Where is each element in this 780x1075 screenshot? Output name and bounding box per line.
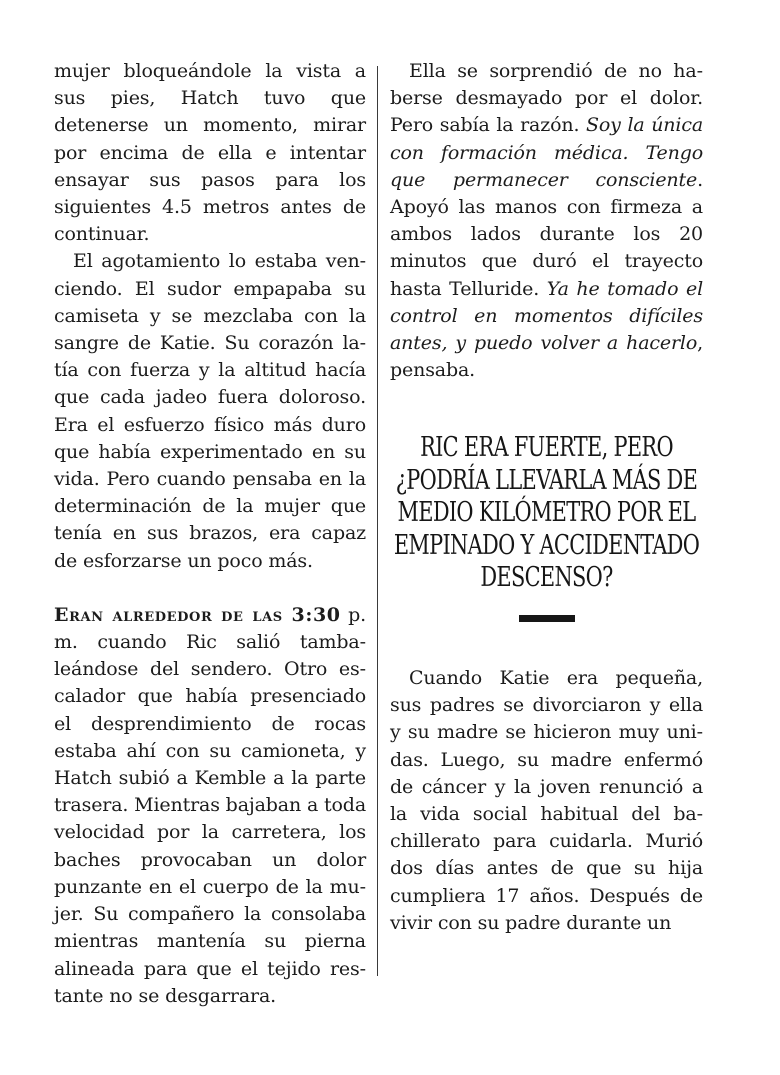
body-text: , pensaba. xyxy=(390,332,703,382)
pull-quote-bar xyxy=(519,615,575,622)
section-paragraph xyxy=(54,602,366,1010)
pull-quote-text: RIC ERA FUERTE, PERO ¿PODRÍA LLEVARLA MÁS DE MEDIO KILÓMETRO POR EL EMPINADO Y ACCIDENTADO DESCENSO? xyxy=(393,432,700,594)
body-paragraph xyxy=(390,58,703,384)
body-paragraph: El agotamiento lo estaba venciendo. El sudor empapaba su camiseta y se mezclaba con la sangre de Katie. Su corazón latía con fuerza y la altitud hacía que cada jadeo fuera doloroso. Era el esfuerzo físico más duro que había experimentado en su vida. Pero cuando pensaba en la determinación de la mujer que tenía en sus brazos, era capaz de esforzarse un poco más. xyxy=(54,250,366,572)
column-divider xyxy=(377,66,378,976)
left-column xyxy=(54,58,366,1010)
body-text: . Apoyó las manos con firmeza a ambos lados durante los 20 minutos que duró el trayecto hasta Telluride. xyxy=(390,168,703,300)
body-paragraph: mujer bloqueándole la vista a sus pies, Hatch tuvo que detenerse un momento, mirar por encima de ella e intentar ensayar sus pasos para los siguientes 4.5 metros antes de continuar. xyxy=(54,60,366,246)
section-lead-in: Eran alrededor de las 3:30 xyxy=(54,603,341,626)
italic-thought: Ya he tomado el control en momentos difíciles antes, y puedo volver a hacerlo xyxy=(390,277,703,355)
italic-thought: Soy la única con formación médica. Tengo que permanecer consciente xyxy=(390,114,703,191)
body-paragraph: Cuando Katie era pequeña, sus padres se divorciaron y ella y su madre se hicieron muy unidas. Luego, su madre enfermó de cáncer y la joven renunció a la vida social habitual del bachillerato para cuidarla. Murió dos días antes de que su hija cumpliera 17 años. Después de vivir con su padre durante un xyxy=(390,666,703,934)
section-body-text: p. m. cuando Ric salió tambaleándose del sendero. Otro escalador que había presenciado el desprendimiento de rocas estaba ahí con su camioneta, y Hatch subió a Kemble a la parte trasera. Mientras bajaban a toda velocidad por la carretera, los baches provocaban un dolor punzante en el cuerpo de la mujer. Su compañero la consolaba mientras mantenía su pierna alineada para que el tejido restante no se desgarrara. xyxy=(54,603,366,1007)
right-column xyxy=(390,58,703,937)
body-text: Ella se sorprendió de no haberse desmayado por el dolor. Pero sabía la razón. xyxy=(390,60,703,137)
pull-quote xyxy=(390,432,703,622)
